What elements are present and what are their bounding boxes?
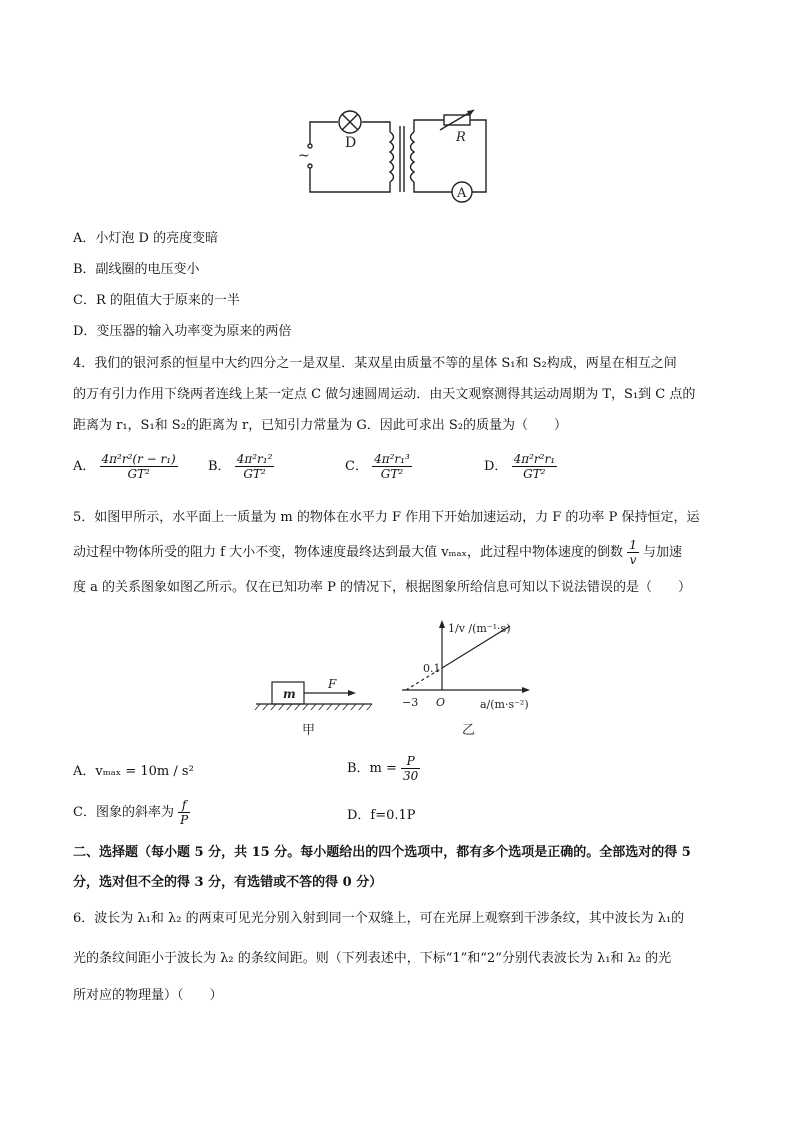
q4-option-b-label: B． — [208, 459, 231, 474]
q5-reciprocal-v-fraction — [627, 538, 639, 567]
y-tick-label: 0.1 — [423, 662, 441, 675]
q3-option-a: A．小灯泡 D 的亮度变暗 — [73, 231, 219, 246]
q5-option-c-numerator: f — [178, 798, 190, 813]
q4-option-a-label: A． — [73, 459, 96, 474]
q5-option-a: A．vₘₐₓ = 10m / s² — [73, 764, 194, 779]
q5-option-c — [73, 798, 190, 827]
q5-line-2-text: 动过程中物体所受的阻力 f 大小不变，物体速度最终达到最大值 vₘₐₓ，此过程中物体速度的倒数 — [73, 545, 624, 560]
section-2-heading-line-2: 分，选对但不全的得 3 分，有选错或不答的得 0 分） — [73, 875, 383, 890]
figure-jia-caption: 甲 — [302, 723, 316, 738]
q4-option-b-fraction — [235, 452, 275, 481]
q5-option-b-fraction — [401, 754, 420, 783]
q5-line-2 — [73, 538, 682, 567]
q5-line-2-tail: 与加速 — [642, 545, 682, 560]
q5-option-b — [347, 754, 420, 783]
q4-option-c-label: C． — [345, 459, 368, 474]
source-symbol: ~ — [298, 148, 310, 164]
q4-option-d-numerator: 4π²r²r₁ — [513, 452, 556, 466]
q4-option-a-numerator: 4π²r²(r − r₁) — [101, 452, 176, 466]
x-axis-label: a/(m·s⁻²) — [480, 698, 529, 711]
q4-option-c-numerator: 4π²r₁³ — [374, 452, 410, 466]
q3-option-d: D．变压器的输入功率变为原来的两倍 — [73, 324, 292, 339]
q5-line-3: 度 a 的关系图象如图乙所示。仅在已知功率 P 的情况下，根据图象所给信息可知以下说法错误的是（ ） — [73, 580, 692, 595]
q4-option-c-denominator: GT² — [380, 467, 404, 481]
q4-option-d-denominator: GT² — [523, 467, 546, 481]
q5-reciprocal-numerator: 1 — [629, 538, 637, 552]
q4-option-d — [484, 452, 557, 481]
q4-option-b-denominator: GT² — [243, 467, 266, 481]
q4-option-a-fraction — [100, 452, 178, 481]
ammeter-label: A — [457, 186, 467, 201]
q6-line-1: 6．波长为 λ₁和 λ₂ 的两束可见光分别入射到同一个双缝上，可在光屏上观察到干涉条纹，其中波长为 λ₁的 — [73, 911, 685, 926]
block-mass-label: m — [283, 687, 296, 701]
transformer-circuit-diagram — [296, 108, 492, 208]
y-axis-label: 1/v /(m⁻¹·s) — [448, 622, 511, 635]
q5-line-1: 5．如图甲所示，水平面上一质量为 m 的物体在水平力 F 作用下开始加速运动，力 F 的功率 P 保持恒定，运 — [73, 510, 700, 525]
q4-option-b-numerator: 4π²r₁² — [236, 452, 273, 466]
q5-option-b-denominator: 30 — [403, 769, 419, 783]
q5-option-d: D．f=0.1P — [347, 808, 416, 823]
q4-option-a-denominator: GT² — [127, 467, 150, 481]
q4-line-3: 距离为 r₁，S₁和 S₂的距离为 r，已知引力常量为 G．因此可求出 S₂的质量为（ ） — [73, 418, 568, 433]
q5-option-b-text: B．m = — [347, 761, 397, 776]
q5-reciprocal-denominator: v — [629, 553, 637, 567]
q4-option-d-fraction — [512, 452, 557, 481]
q4-option-c — [345, 452, 412, 481]
q4-option-d-label: D． — [484, 459, 508, 474]
force-label: F — [328, 677, 337, 691]
figure-yi-caption: 乙 — [462, 723, 476, 738]
q5-option-c-text: C．图象的斜率为 — [73, 805, 174, 820]
figure-jia — [252, 672, 376, 738]
q6-line-3: 所对应的物理量）（ ） — [73, 988, 223, 1003]
q3-option-c: C．R 的阻值大于原来的一半 — [73, 293, 240, 308]
figure-yi-graph — [398, 616, 548, 740]
x-tick-label: −3 — [402, 696, 419, 709]
q5-option-b-numerator: P — [401, 754, 420, 769]
section-2-heading-line-1: 二、选择题（每小题 5 分，共 15 分。每小题给出的四个选项中，都有多个选项是正确的。全部选对的得 5 — [73, 845, 691, 860]
q4-option-a — [73, 452, 178, 481]
lamp-label: D — [345, 135, 357, 151]
q3-option-b: B．副线圈的电压变小 — [73, 262, 200, 277]
q4-line-1: 4．我们的银河系的恒星中大约四分之一是双星．某双星由质量不等的星体 S₁和 S₂构成，两星在相互之间 — [73, 356, 677, 371]
q4-option-b — [208, 452, 274, 481]
q4-option-c-fraction — [372, 452, 412, 481]
q5-option-c-denominator: P — [180, 813, 189, 827]
q6-line-2: 光的条纹间距小于波长为 λ₂ 的条纹间距。则（下列表述中，下标“1”和“2”分别代表波长为 λ₁和 λ₂ 的光 — [73, 951, 672, 966]
q4-line-2: 的万有引力作用下绕两者连线上某一定点 C 做匀速圆周运动．由天文观察测得其运动周期为 T，S₁到 C 点的 — [73, 387, 696, 402]
resistor-label: R — [456, 130, 466, 145]
q5-option-c-fraction — [178, 798, 190, 827]
origin-label: O — [436, 696, 446, 709]
